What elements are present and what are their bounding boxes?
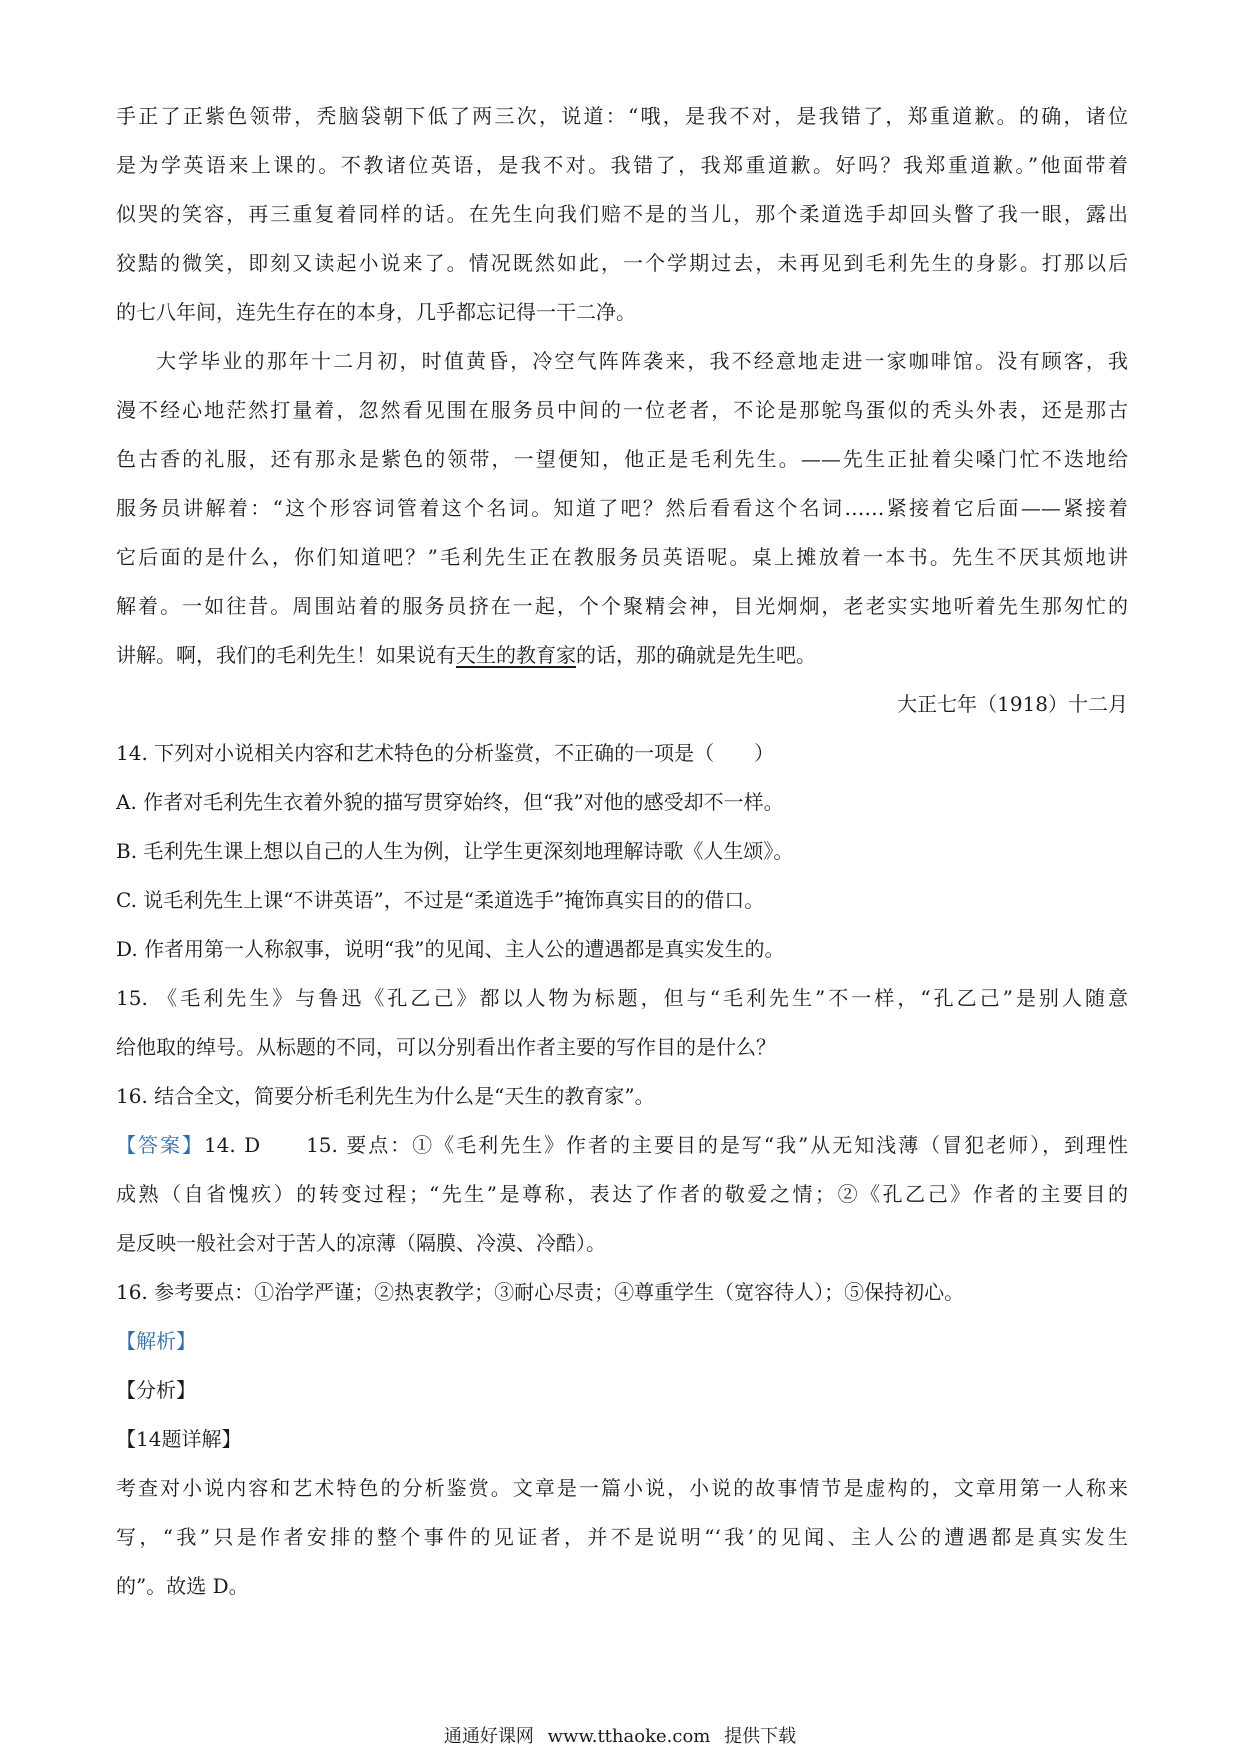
footer-suffix: 提供下载 [724,1726,797,1747]
story-paragraph-1 [116,92,1128,337]
footer-site-name: 通通好课网 [443,1726,534,1747]
option-b: B. 毛利先生课上想以自己的人生为例，让学生更深刻地理解诗歌《人生颂》。 [116,839,794,863]
answer-line: 成熟（自省愧疚）的转变过程；“先生”是尊称，表达了作者的敬爱之情；②《孔乙己》作者的主要目的 [116,1182,1128,1206]
answer-label: 【答案】 [116,1133,204,1157]
footer-url[interactable]: www.tthaoke.com [547,1726,711,1747]
page-footer [0,1725,1240,1749]
question-15 [116,974,1128,1072]
underlined-phrase: 天生的教育家 [456,643,576,667]
text-line: 解着。一如往昔。周围站着的服务员挤在一起，个个聚精会神，目光炯炯，老老实实地听着先生那匆忙的 [116,594,1128,618]
detail-line: 的”。故选 D。 [116,1574,249,1598]
answer-line [116,1121,1128,1170]
text-line: 漫不经心地茫然打量着，忽然看见围在服务员中间的一位老者，不论是那鸵鸟蛋似的秃头外表，还是那古 [116,398,1128,422]
option-d: D. 作者用第一人称叙事，说明“我”的见闻、主人公的遭遇都是真实发生的。 [116,937,785,961]
analysis-section [116,1317,1128,1611]
text-segment: 讲解。啊，我们的毛利先生！如果说有 [116,643,456,667]
text-line: 它后面的是什么，你们知道吧？”毛利先生正在教服务员英语呢。桌上摊放着一本书。先生不厌其烦地讲 [116,545,1128,569]
question-text: 15. 《毛利先生》与鲁迅《孔乙己》都以人物为标题，但与“毛利先生”不一样，“孔乙己”是别人随意 [116,986,1128,1010]
text-line: 似哭的笑容，再三重复着同样的话。在先生向我们赔不是的当儿，那个柔道选手却回头瞥了我一眼，露出 [116,202,1128,226]
analysis-label: 【解析】 [116,1329,196,1353]
q14-detail-heading: 【14题详解】 [116,1427,242,1451]
question-14 [116,729,1128,974]
story-paragraph-2 [116,337,1128,680]
analysis-heading: 【分析】 [116,1378,196,1402]
text-line: 服务员讲解着：“这个形容词管着这个名词。知道了吧？然后看看这个名词……紧接着它后面——紧接着 [116,496,1128,520]
detail-line: 考查对小说内容和艺术特色的分析鉴赏。文章是一篇小说，小说的故事情节是虚构的，文章用第一人称来 [116,1476,1128,1500]
option-a: A. 作者对毛利先生衣着外貌的描写贯穿始终，但“我”对他的感受却不一样。 [116,790,784,814]
text-line: 手正了正紫色领带，秃脑袋朝下低了两三次，说道：“哦，是我不对，是我错了，郑重道歉。的确，诸位 [116,104,1128,128]
option-c: C. 说毛利先生上课“不讲英语”，不过是“柔道选手”掩饰真实目的的借口。 [116,888,765,912]
page-content [116,92,1128,1611]
text-line: 是为学英语来上课的。不教诸位英语，是我不对。我错了，我郑重道歉。好吗？我郑重道歉。”他面带着 [116,153,1128,177]
answer-16: 16. 参考要点：①治学严谨；②热衷教学；③耐心尽责；④尊重学生（宽容待人）；⑤保持初心。 [116,1280,965,1304]
text-line: 色古香的礼服，还有那永是紫色的领带，一望便知，他正是毛利先生。——先生正扯着尖嗓门忙不迭地给 [116,447,1128,471]
text-segment: 的话，那的确就是先生吧。 [576,643,816,667]
text-line: 的七八年间，连先生存在的本身，几乎都忘记得一干二净。 [116,300,636,324]
text-line: 大学毕业的那年十二月初，时值黄昏，冷空气阵阵袭来，我不经意地走进一家咖啡馆。没有顾客，我 [156,349,1128,373]
question-text: 14. 下列对小说相关内容和艺术特色的分析鉴赏，不正确的一项是（ ） [116,741,775,765]
detail-line: 写，“我”只是作者安排的整个事件的见证者，并不是说明“‘我’的见闻、主人公的遭遇都是真实发生 [116,1525,1128,1549]
text-line [116,631,1128,680]
text-line: 狡黠的微笑，即刻又读起小说来了。情况既然如此，一个学期过去，未再见到毛利先生的身影。打那以后 [116,251,1128,275]
story-date: 大正七年（1918）十二月 [897,692,1128,716]
answer-text: 14. D 15. 要点：①《毛利先生》作者的主要目的是写“我”从无知浅薄（冒犯老师），到理性 [203,1133,1128,1157]
answer-section [116,1121,1128,1317]
question-text: 给他取的绰号。从标题的不同，可以分别看出作者主要的写作目的是什么？ [116,1035,776,1059]
answer-line: 是反映一般社会对于苦人的凉薄（隔膜、冷漠、冷酷）。 [116,1231,606,1255]
question-16: 16. 结合全文，简要分析毛利先生为什么是“天生的教育家”。 [116,1084,655,1108]
